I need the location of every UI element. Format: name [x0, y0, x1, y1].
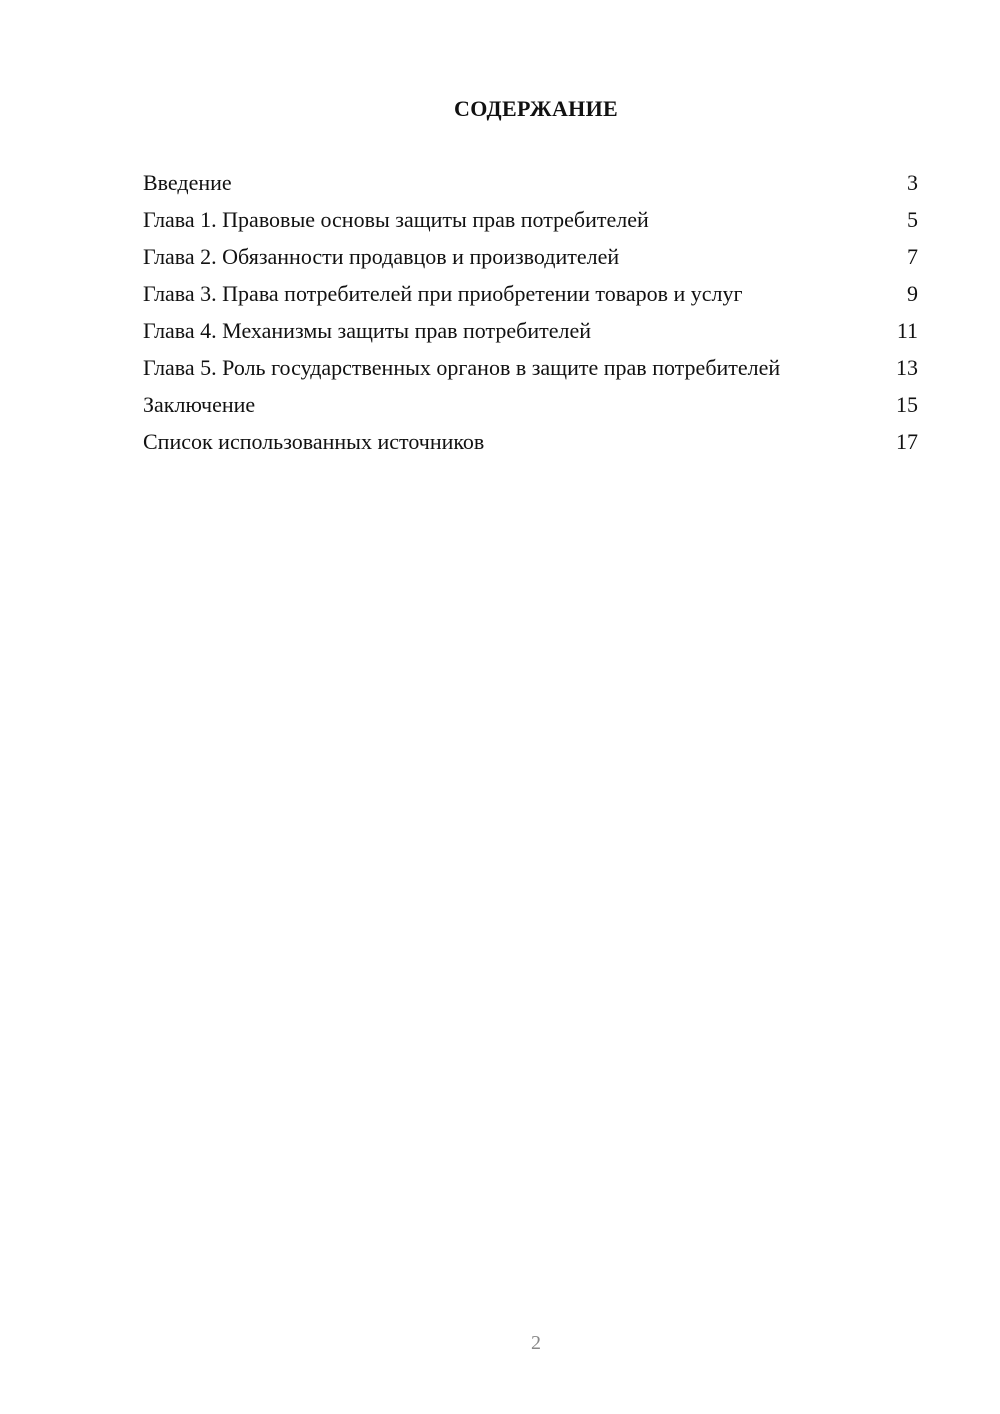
toc-entry-title: Глава 5. Роль государственных органов в защите прав потребителей [143, 355, 781, 380]
toc-entry[interactable] [143, 318, 918, 344]
toc-entry[interactable] [143, 429, 918, 455]
toc-entry-title: Глава 1. Правовые основы защиты прав потребителей [143, 207, 649, 232]
toc-entry-title: Введение [143, 170, 232, 195]
toc-entry[interactable] [143, 281, 918, 307]
toc-entry[interactable] [143, 355, 918, 381]
toc-entry-page: 17 [896, 429, 918, 454]
toc-entry-title: Глава 2. Обязанности продавцов и производителей [143, 244, 620, 269]
toc-entry-page: 3 [907, 170, 918, 195]
toc-entry[interactable] [143, 392, 918, 418]
toc-entry-page: 15 [896, 392, 918, 417]
toc-entry-page: 9 [907, 281, 918, 306]
toc-entry-page: 7 [907, 244, 918, 269]
toc-entry[interactable] [143, 244, 918, 270]
page-number: 2 [531, 1332, 541, 1354]
toc-entry-page: 13 [896, 355, 918, 380]
toc-entry-title: Глава 3. Права потребителей при приобретении товаров и услуг [143, 281, 743, 306]
toc-entry[interactable] [143, 170, 918, 196]
toc-entry-page: 5 [907, 207, 918, 232]
toc-entry-title: Список использованных источников [143, 429, 485, 454]
toc-entry[interactable] [143, 207, 918, 233]
table-of-contents [143, 170, 918, 466]
toc-entry-page: 11 [896, 318, 918, 343]
toc-entry-title: Заключение [143, 392, 256, 417]
toc-entry-title: Глава 4. Механизмы защиты прав потребителей [143, 318, 592, 343]
toc-heading: СОДЕРЖАНИЕ [454, 96, 618, 121]
